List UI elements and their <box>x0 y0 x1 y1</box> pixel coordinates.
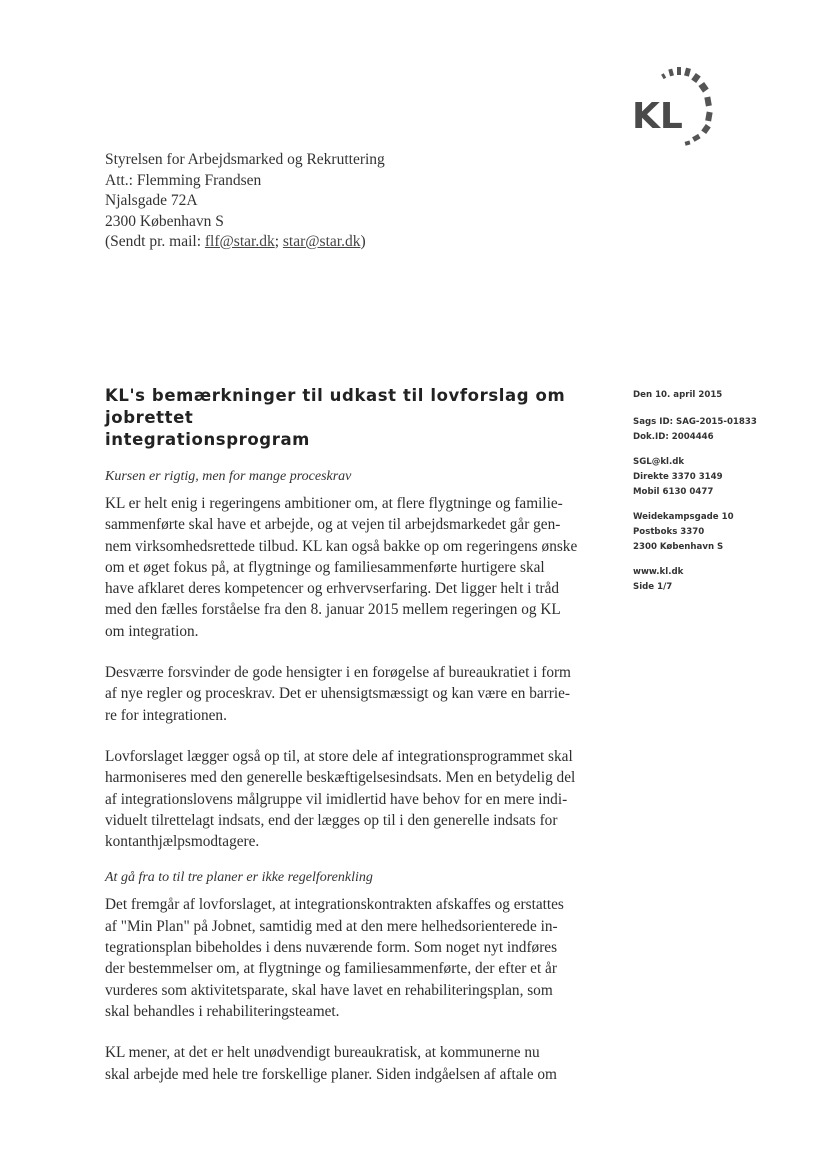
recipient-line: Styrelsen for Arbejdsmarked og Rekruttering <box>105 151 385 168</box>
text-line: skal arbejde med hele tre forskellige planer. Siden indgåelsen af aftale om <box>105 1065 557 1083</box>
paragraph <box>105 1042 585 1085</box>
text-line: KL mener, at det er helt unødvendigt bureaukratisk, at kommunerne nu <box>105 1044 540 1062</box>
text-line: harmoniseres med den generelle beskæftigelsesindsats. Men en betydelig del <box>105 769 576 787</box>
paragraph <box>105 894 585 1022</box>
letter-body <box>105 385 585 1085</box>
paragraph <box>105 493 585 642</box>
text-line: vurderes som aktivitetsparate, skal have lavet en rehabiliteringsplan, som <box>105 981 553 999</box>
text-line: Det fremgår af lovforslaget, at integrationskontrakten afskaffes og erstattes <box>105 896 564 914</box>
section-subheading: Kursen er rigtig, men for mange proceskrav <box>105 469 352 484</box>
text-line: om et øget fokus på, at flygtninge og familiesammenførte hurtigere skal <box>105 558 545 576</box>
sent-suffix: ) <box>360 233 366 250</box>
text-line: af nye regler og proceskrav. Det er uhensigtsmæssigt og kan være en barrie- <box>105 685 570 703</box>
text-line: nem virksomhedsrettede tilbud. KL kan også bakke op om regeringens ønske <box>105 537 578 555</box>
sent-prefix: (Sendt pr. mail: <box>105 233 205 250</box>
recipient-line: Njalsgade 72A <box>105 192 198 209</box>
section-subheading: At gå fra to til tre planer er ikke regelforenkling <box>105 870 373 886</box>
email-link-flf[interactable]: flf@star.dk <box>204 233 275 250</box>
email-link-star[interactable]: star@star.dk <box>282 233 361 250</box>
text-line: kontanthjælpsmodtagere. <box>105 833 260 851</box>
text-line: Lovforslaget lægger også op til, at store dele af integrationsprogrammet skal <box>105 747 573 765</box>
sent-by-mail-line <box>105 232 385 253</box>
email-separator: ; <box>274 233 283 250</box>
recipient-line: 2300 København S <box>105 212 224 230</box>
document-id: Dok.ID: 2004446 <box>633 432 714 442</box>
text-line: viduelt tilrettelagt indsats, end der lægges op til i den generelle indsats for <box>105 811 558 829</box>
paragraph <box>105 746 585 852</box>
text-line: om integration. <box>105 622 199 640</box>
text-line: med den fælles forståelse fra den 8. januar 2015 mellem regeringen og KL <box>105 601 561 619</box>
paragraph <box>105 662 585 726</box>
text-line: sammenførte skal have et arbejde, og at vejen til arbejdsmarkedet går gen- <box>105 516 561 534</box>
text-line: af "Min Plan" på Jobnet, samtidig med at den mere helhedsorienterede in- <box>105 917 558 935</box>
title-line: integrationsprogram <box>105 430 310 449</box>
kl-logo-graphic <box>630 62 725 152</box>
direct-phone: Direkte 3370 3149 <box>633 472 723 482</box>
address-line: Weidekampsgade 10 <box>633 512 734 522</box>
text-line: skal behandles i rehabiliteringsteamet. <box>105 1002 340 1020</box>
text-line: tegrationsplan bibeholdes i dens nuværende form. Som noget nyt indføres <box>105 939 558 957</box>
text-line: re for integrationen. <box>105 706 227 724</box>
recipient-line: Att.: Flemming Frandsen <box>105 171 262 189</box>
page-number: Side 1/7 <box>633 582 673 592</box>
recipient-address <box>105 150 385 253</box>
text-line: KL er helt enig i regeringens ambitioner om, at flere flygtninge og familie- <box>105 495 563 512</box>
kl-logo <box>630 62 725 152</box>
sender-email: SGL@kl.dk <box>633 457 685 467</box>
text-line: af integrationslovens målgruppe vil imidlertid have behov for en mere indi- <box>105 790 568 808</box>
letter-date: Den 10. april 2015 <box>633 390 723 400</box>
title-line: KL's bemærkninger til udkast til lovforslag om jobrettet <box>105 386 566 427</box>
mobile-phone: Mobil 6130 0477 <box>633 487 714 497</box>
sender-info-column <box>633 388 813 605</box>
document-title <box>105 385 585 451</box>
kl-logo-text: KL <box>632 96 683 137</box>
case-id: Sags ID: SAG-2015-01833 <box>633 417 757 427</box>
text-line: Desværre forsvinder de gode hensigter i en forøgelse af bureaukratiet i form <box>105 664 571 682</box>
text-line: have afklaret deres kompetencer og erhvervserfaring. Det ligger helt i tråd <box>105 580 560 598</box>
website: www.kl.dk <box>633 567 684 577</box>
address-line: 2300 København S <box>633 542 724 552</box>
text-line: der bestemmelser om, at flygtninge og familiesammenførte, der efter et år <box>105 960 557 978</box>
address-line: Postboks 3370 <box>633 527 705 537</box>
